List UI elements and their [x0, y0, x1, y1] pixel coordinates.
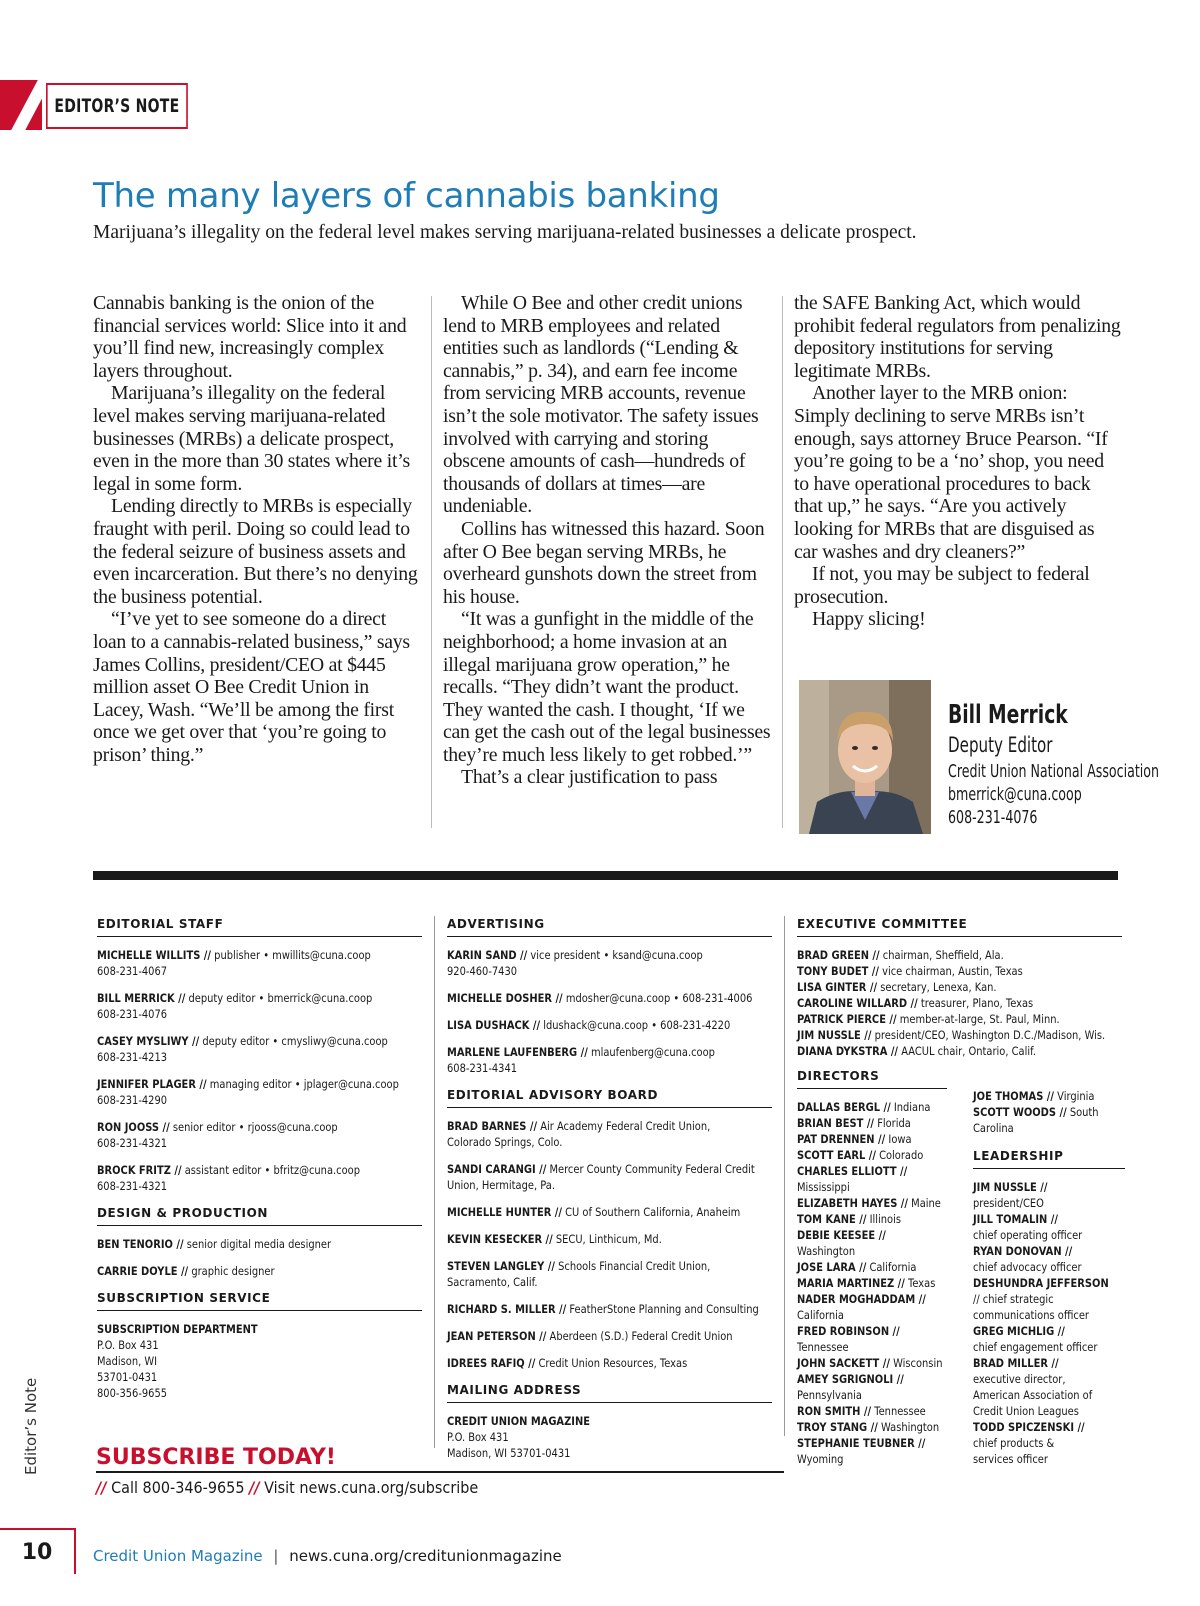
paragraph: “I’ve yet to see someone do a direct loan to a cannabis-related business,” says James Collins, president/CEO at $445 million asset O Bee Credit Union in Lacey, Wash. “We’ll be among the first once we get over that ‘you’re going to prison’ thing.”	[93, 608, 410, 766]
entry-name: LISA GINTER //	[797, 980, 878, 994]
side-section-label: Editor’s Note	[22, 1377, 40, 1475]
executive-heading: EXECUTIVE COMMITTEE	[797, 916, 1122, 937]
directors-heading: DIRECTORS	[797, 1068, 947, 1089]
masthead-entry	[797, 1227, 947, 1259]
editorial-staff-list	[97, 947, 422, 1194]
separator: //	[249, 1478, 260, 1497]
masthead-divider-bar	[93, 871, 1118, 880]
separator: //	[96, 1478, 107, 1497]
entry-detail: Mississippi	[797, 1180, 850, 1194]
author-email[interactable]: bmerrick@cuna.coop	[948, 784, 1082, 805]
advisory-board-list	[447, 1118, 772, 1371]
entry-name: MICHELLE DOSHER //	[447, 991, 563, 1005]
body-column-3	[794, 292, 1122, 631]
masthead-entry	[97, 1236, 421, 1252]
entry-detail: chief engagement officer	[973, 1340, 1098, 1354]
masthead-entry	[973, 1275, 1125, 1323]
masthead-entry	[797, 1043, 1121, 1059]
masthead-entry	[97, 1119, 421, 1151]
entry-detail: 608-231-4067	[97, 964, 168, 978]
entry-name: KARIN SAND //	[447, 948, 528, 962]
body-column-2	[443, 292, 771, 789]
entry-name: RON JOOSS //	[97, 1120, 170, 1134]
entry-detail: Wyoming	[797, 1452, 844, 1466]
entry-name: RON SMITH //	[797, 1404, 872, 1418]
entry-name: JEAN PETERSON //	[447, 1329, 547, 1343]
masthead-entry	[447, 1258, 771, 1290]
entry-name: JIM NUSSLE //	[797, 1028, 872, 1042]
entry-name: NADER MOGHADDAM //	[797, 1292, 926, 1306]
entry-role: Virginia	[1054, 1089, 1095, 1103]
design-list	[97, 1236, 422, 1279]
subscribe-url[interactable]: Visit news.cuna.org/subscribe	[259, 1478, 479, 1497]
entry-role: vice president • ksand@cuna.coop	[527, 948, 703, 962]
masthead-entry	[797, 1419, 947, 1435]
executive-list	[797, 947, 1122, 1059]
entry-name: JIM NUSSLE //	[973, 1180, 1048, 1194]
entry-role: Wisconsin	[889, 1356, 943, 1370]
masthead-entry	[797, 1275, 947, 1291]
entry-role: Credit Union Resources, Texas	[535, 1356, 688, 1370]
entry-role: Washington	[877, 1420, 940, 1434]
entry-role: Florida	[874, 1116, 911, 1130]
entry-role: FeatherStone Planning and Consulting	[566, 1302, 759, 1316]
address-line: P.O. Box 431	[97, 1338, 159, 1352]
entry-detail: president/CEO	[973, 1196, 1044, 1210]
masthead-entry	[97, 1076, 421, 1108]
footer-magazine-name: Credit Union Magazine	[93, 1547, 263, 1565]
subscription-dept: SUBSCRIPTION DEPARTMENT	[97, 1322, 258, 1336]
advertising-heading: ADVERTISING	[447, 916, 772, 937]
masthead-entry	[447, 1204, 771, 1220]
entry-role: deputy editor • bmerrick@cuna.coop	[185, 991, 373, 1005]
entry-name: SCOTT EARL //	[797, 1148, 876, 1162]
entry-name: BRIAN BEST //	[797, 1116, 875, 1130]
entry-name: BROCK FRITZ //	[97, 1163, 182, 1177]
entry-name: CASEY MYSLIWY //	[97, 1034, 200, 1048]
entry-name: DESHUNDRA JEFFERSON	[973, 1276, 1109, 1290]
masthead-entry	[797, 1259, 947, 1275]
entry-role: deputy editor • cmysliwy@cuna.coop	[199, 1034, 388, 1048]
masthead-entry	[797, 947, 1121, 963]
entry-detail: Colorado Springs, Colo.	[447, 1135, 563, 1149]
entry-name: RICHARD S. MILLER //	[447, 1302, 567, 1316]
entry-detail: 608-231-4321	[97, 1179, 168, 1193]
author-name: Bill Merrick	[948, 700, 1068, 730]
entry-role: assistant editor • bfritz@cuna.coop	[181, 1163, 360, 1177]
masthead-entry	[447, 1118, 771, 1150]
entry-name: BRAD BARNES //	[447, 1119, 538, 1133]
body-column-1	[93, 292, 421, 766]
mailing-name: CREDIT UNION MAGAZINE	[447, 1414, 590, 1428]
paragraph: Happy slicing!	[812, 608, 926, 631]
entry-role: Mercer County Community Federal Credit	[546, 1162, 755, 1176]
masthead-divider	[784, 916, 785, 1436]
masthead-entry	[797, 1011, 1121, 1027]
entry-detail: services officer	[973, 1452, 1048, 1466]
entry-role: mlaufenberg@cuna.coop	[587, 1045, 715, 1059]
entry-name: MARLENE LAUFENBERG //	[447, 1045, 588, 1059]
masthead-entry	[797, 1195, 947, 1211]
entry-detail: chief products &	[973, 1436, 1055, 1450]
entry-detail: 920-460-7430	[447, 964, 518, 978]
entry-detail: Washington	[797, 1244, 856, 1258]
masthead-entry	[97, 1162, 421, 1194]
subscribe-heading[interactable]: SUBSCRIBE TODAY!	[96, 1445, 336, 1470]
footer-divider: |	[273, 1547, 279, 1565]
masthead-entry	[797, 1131, 947, 1147]
entry-role: Iowa	[885, 1132, 912, 1146]
entry-name: MICHELLE WILLITS //	[97, 948, 212, 962]
entry-role: senior editor • rjooss@cuna.coop	[169, 1120, 338, 1134]
paragraph: Lending directly to MRBs is especially fraught with peril. Doing so could lead to the federal seizure of business assets and even incarceration. But there’s no denying the business potential.	[93, 495, 418, 608]
masthead-entry	[973, 1323, 1125, 1355]
entry-detail: Pennsylvania	[797, 1388, 862, 1402]
directors-column	[797, 1068, 947, 1467]
entry-name: LISA DUSHACK //	[447, 1018, 541, 1032]
entry-name: PAT DRENNEN //	[797, 1132, 886, 1146]
column-divider	[431, 296, 432, 828]
subscription-block	[97, 1321, 421, 1401]
entry-name: JILL TOMALIN //	[973, 1212, 1058, 1226]
entry-name: STEVEN LANGLEY //	[447, 1259, 555, 1273]
masthead-entry	[973, 1179, 1125, 1211]
masthead-entry	[797, 1211, 947, 1227]
entry-detail: Credit Union Leagues	[973, 1404, 1079, 1418]
entry-detail: // chief strategic	[973, 1292, 1054, 1306]
article-subtitle: Marijuana’s illegality on the federal level makes serving marijuana-related businesses a delicate prospect.	[93, 222, 917, 243]
entry-detail: 608-231-4076	[97, 1007, 168, 1021]
author-phone: 608-231-4076	[948, 807, 1038, 828]
entry-name: CARRIE DOYLE //	[97, 1264, 189, 1278]
subscribe-contact	[96, 1478, 478, 1497]
entry-name: CHARLES ELLIOTT //	[797, 1164, 908, 1178]
masthead-entry	[973, 1243, 1125, 1275]
masthead-entry	[97, 1263, 421, 1279]
entry-name: TOM KANE //	[797, 1212, 867, 1226]
entry-detail: California	[797, 1308, 844, 1322]
entry-detail: Tennessee	[797, 1340, 849, 1354]
masthead-entry	[797, 1115, 947, 1131]
entry-name: BRAD GREEN //	[797, 948, 880, 962]
entry-name: MICHELLE HUNTER //	[447, 1205, 562, 1219]
page-number: 10	[0, 1528, 76, 1574]
entry-role: chairman, Sheffield, Ala.	[879, 948, 1004, 962]
entry-role: Tennessee	[871, 1404, 926, 1418]
mailing-heading: MAILING ADDRESS	[447, 1382, 772, 1403]
entry-role: treasurer, Plano, Texas	[917, 996, 1034, 1010]
entry-role: Aberdeen (S.D.) Federal Credit Union	[546, 1329, 733, 1343]
entry-role: South	[1066, 1105, 1099, 1119]
entry-name: JOHN SACKETT //	[797, 1356, 890, 1370]
address-line: Madison, WI 53701-0431	[447, 1446, 571, 1460]
masthead-entry	[797, 979, 1121, 995]
masthead-entry	[97, 990, 421, 1022]
entry-detail: Union, Hermitage, Pa.	[447, 1178, 555, 1192]
entry-role: mdosher@cuna.coop • 608-231-4006	[562, 991, 753, 1005]
article-title: The many layers of cannabis banking	[93, 176, 720, 216]
entry-role: CU of Southern California, Anaheim	[561, 1205, 741, 1219]
masthead-entry	[447, 1044, 771, 1076]
phone-line: 800-356-9655	[97, 1386, 168, 1400]
entry-role: Indiana	[890, 1100, 931, 1114]
address-line: Madison, WI	[97, 1354, 158, 1368]
masthead-entry	[797, 995, 1121, 1011]
entry-name: CAROLINE WILLARD //	[797, 996, 918, 1010]
entry-role: member-at-large, St. Paul, Minn.	[896, 1012, 1060, 1026]
entry-role: SECU, Linthicum, Md.	[552, 1232, 662, 1246]
entry-name: MARIA MARTINEZ //	[797, 1276, 905, 1290]
masthead-entry	[797, 1099, 947, 1115]
paragraph: the SAFE Banking Act, which would prohibit federal regulators from penalizing depository institutions for serving legitimate MRBs.	[794, 292, 1121, 382]
entry-name: PATRICK PIERCE //	[797, 1012, 897, 1026]
entry-name: DEBIE KEESEE //	[797, 1228, 886, 1242]
masthead-entry	[797, 963, 1121, 979]
entry-detail: Carolina	[973, 1121, 1014, 1135]
design-heading: DESIGN & PRODUCTION	[97, 1205, 422, 1226]
section-tag: EDITOR’S NOTE	[46, 83, 188, 129]
masthead-entry	[797, 1403, 947, 1419]
entry-role: Texas	[904, 1276, 936, 1290]
entry-role: ldushack@cuna.coop • 608-231-4220	[540, 1018, 731, 1032]
author-title: Deputy Editor	[948, 733, 1053, 757]
paragraph: If not, you may be subject to federal prosecution.	[794, 563, 1090, 608]
leadership-list	[973, 1179, 1125, 1467]
masthead-entry	[973, 1104, 1125, 1136]
entry-role: AACUL chair, Ontario, Calif.	[898, 1044, 1037, 1058]
directors-list	[797, 1099, 947, 1467]
entry-name: GREG MICHLIG //	[973, 1324, 1065, 1338]
directors-column-b	[973, 1088, 1125, 1467]
author-photo	[799, 680, 931, 834]
entry-role: president/CEO, Washington D.C./Madison, Wis.	[871, 1028, 1106, 1042]
subscribe-rule	[96, 1471, 784, 1473]
mailing-block	[447, 1413, 771, 1461]
entry-name: TROY STANG //	[797, 1420, 878, 1434]
masthead-entry	[797, 1371, 947, 1403]
entry-name: JOE THOMAS //	[973, 1089, 1055, 1103]
footer-url[interactable]: news.cuna.org/creditunionmagazine	[289, 1547, 562, 1565]
entry-name: RYAN DONOVAN //	[973, 1244, 1073, 1258]
entry-role: California	[866, 1260, 917, 1274]
entry-name: BILL MERRICK //	[97, 991, 186, 1005]
entry-role: publisher • mwillits@cuna.coop	[211, 948, 371, 962]
directors-list-b	[973, 1088, 1125, 1136]
entry-role: vice chairman, Austin, Texas	[878, 964, 1023, 978]
masthead-entry	[447, 1301, 771, 1317]
entry-role: Illinois	[866, 1212, 901, 1226]
masthead-entry	[447, 1328, 771, 1344]
masthead-entry	[447, 1355, 771, 1371]
masthead-entry	[447, 1017, 771, 1033]
entry-detail: Sacramento, Calif.	[447, 1275, 538, 1289]
entry-name: DALLAS BERGL //	[797, 1100, 891, 1114]
entry-detail: 608-231-4341	[447, 1061, 518, 1075]
column-divider	[782, 296, 783, 828]
masthead-entry	[797, 1355, 947, 1371]
entry-name: JOSE LARA //	[797, 1260, 867, 1274]
paragraph: Cannabis banking is the onion of the financial services world: Slice into it and you’ll find new, increasingly complex layers throughout.	[93, 292, 407, 382]
entry-detail: executive director,	[973, 1372, 1066, 1386]
entry-name: FRED ROBINSON //	[797, 1324, 900, 1338]
entry-role: Colorado	[875, 1148, 924, 1162]
entry-name: SANDI CARANGI //	[447, 1162, 547, 1176]
masthead-entry	[447, 990, 771, 1006]
entry-name: BRAD MILLER //	[973, 1356, 1059, 1370]
subscribe-phone[interactable]: Call 800-346-9655	[106, 1478, 250, 1497]
entry-name: AMEY SGRIGNOLI //	[797, 1372, 904, 1386]
masthead-entry	[973, 1419, 1125, 1467]
masthead-entry	[447, 947, 771, 979]
entry-name: TODD SPICZENSKI //	[973, 1420, 1085, 1434]
entry-name: BEN TENORIO //	[97, 1237, 184, 1251]
entry-name: SCOTT WOODS //	[973, 1105, 1067, 1119]
masthead-column-2	[447, 916, 772, 1472]
entry-role: Maine	[908, 1196, 941, 1210]
paragraph: “It was a gunfight in the middle of the neighborhood; a home invasion at an illegal marijuana grow operation,” he recalls. “They didn’t want the product. They wanted the cash. I thought, ‘If we can get the cash out of the legal businesses they’re much less likely to get robbed.’”	[443, 608, 771, 766]
paragraph: Another layer to the MRB onion: Simply declining to serve MRBs isn’t enough, says attorney Bruce Pearson. “If you’re going to be a ‘no’ shop, you need to have operational procedures to back that up,” he says. “Are you actively looking for MRBs that are disguised as car washes and dry cleaners?”	[794, 382, 1108, 563]
entry-role: managing editor • jplager@cuna.coop	[206, 1077, 399, 1091]
leadership-heading: LEADERSHIP	[973, 1148, 1125, 1169]
masthead-entry	[447, 1231, 771, 1247]
entry-name: JENNIFER PLAGER //	[97, 1077, 207, 1091]
entry-role: secretary, Lenexa, Kan.	[877, 980, 997, 994]
entry-name: TONY BUDET //	[797, 964, 879, 978]
footer	[93, 1547, 562, 1565]
masthead-column-3	[797, 916, 1122, 1073]
entry-name: ELIZABETH HAYES //	[797, 1196, 909, 1210]
entry-detail: American Association of	[973, 1388, 1093, 1402]
advisory-heading: EDITORIAL ADVISORY BOARD	[447, 1087, 772, 1108]
masthead-entry	[97, 947, 421, 979]
advertising-list	[447, 947, 772, 1076]
masthead-entry	[797, 1027, 1121, 1043]
entry-role: senior digital media designer	[183, 1237, 332, 1251]
entry-detail: 608-231-4290	[97, 1093, 168, 1107]
masthead-entry	[797, 1435, 947, 1467]
masthead-entry	[973, 1211, 1125, 1243]
paragraph: Marijuana’s illegality on the federal level makes serving marijuana-related businesses (MRBs) a delicate prospect, even in the more than 30 states where it’s legal in some form.	[93, 382, 410, 495]
masthead-entry	[797, 1147, 947, 1163]
entry-name: STEPHANIE TEUBNER //	[797, 1436, 926, 1450]
address-line: 53701-0431	[97, 1370, 158, 1384]
masthead-column-1	[97, 916, 422, 1412]
address-line: P.O. Box 431	[447, 1430, 509, 1444]
entry-role: Schools Financial Credit Union,	[554, 1259, 711, 1273]
entry-detail: 608-231-4213	[97, 1050, 168, 1064]
entry-detail: chief operating officer	[973, 1228, 1083, 1242]
paragraph: Collins has witnessed this hazard. Soon after O Bee began serving MRBs, he overheard gunshots down the street from his house.	[443, 517, 765, 608]
editorial-staff-heading: EDITORIAL STAFF	[97, 916, 422, 937]
masthead-entry	[97, 1033, 421, 1065]
entry-name: IDREES RAFIQ //	[447, 1356, 536, 1370]
masthead-entry	[447, 1161, 771, 1193]
masthead-entry	[973, 1088, 1125, 1104]
paragraph: That’s a clear justification to pass	[461, 766, 718, 789]
entry-detail: chief advocacy officer	[973, 1260, 1082, 1274]
paragraph: While O Bee and other credit unions lend to MRB employees and related entities such as landlords (“Lending & cannabis,” p. 34), and earn fee income from servicing MRB accounts, revenue isn’t the sole motivator. The safety issues involved with carrying and storing obscene amounts of cash—hundreds of thousands of dollars at times—are undeniable.	[443, 292, 759, 518]
entry-role: Air Academy Federal Credit Union,	[537, 1119, 711, 1133]
masthead-entry	[797, 1163, 947, 1195]
entry-role: graphic designer	[188, 1264, 275, 1278]
entry-name: KEVIN KESECKER //	[447, 1232, 553, 1246]
entry-name: DIANA DYKSTRA //	[797, 1044, 899, 1058]
masthead-entry	[797, 1291, 947, 1323]
masthead-entry	[973, 1355, 1125, 1419]
masthead-divider	[434, 916, 435, 1448]
entry-detail: 608-231-4321	[97, 1136, 168, 1150]
author-organization: Credit Union National Association	[948, 761, 1160, 782]
subscription-heading: SUBSCRIPTION SERVICE	[97, 1290, 422, 1311]
entry-detail: communications officer	[973, 1308, 1089, 1322]
masthead-entry	[797, 1323, 947, 1355]
